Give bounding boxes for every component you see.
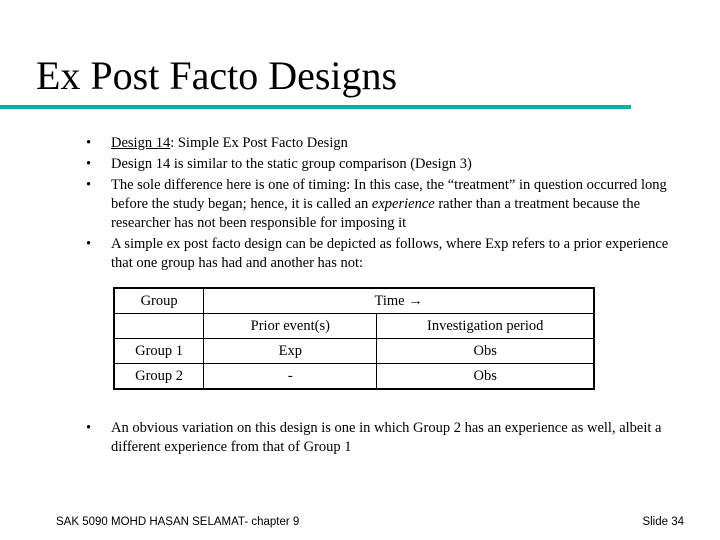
row-investigation: Obs (377, 339, 594, 364)
bullet-item (86, 235, 686, 273)
emphasis-text: experience (371, 196, 435, 212)
bullet-text: The sole difference here is one of timing: In this case, the “treatment” in question occurred long before the study began; hence, it is called an (111, 177, 667, 212)
subheader-prior: Prior event(s) (204, 314, 377, 339)
design-table (113, 287, 595, 390)
row-prior: - (204, 364, 377, 390)
header-time: Time → (204, 288, 594, 314)
title-underline (0, 105, 631, 109)
bullet-glyph: • (86, 177, 92, 193)
bullet-list (86, 134, 686, 275)
table-header-row (114, 288, 594, 314)
bullet-item (86, 134, 686, 153)
design-label: Design 14 (111, 135, 171, 151)
bullet-glyph: • (86, 156, 92, 172)
bullet-text: Design 14 is similar to the static group comparison (Design 3) (111, 156, 472, 172)
table-subheader-row (114, 314, 594, 339)
slide-title: Ex Post Facto Designs (36, 53, 398, 98)
footer-slide-number: Slide 34 (642, 516, 684, 528)
subheader-investigation: Investigation period (377, 314, 594, 339)
table-row (114, 339, 594, 364)
subheader-blank (114, 314, 204, 339)
bullet-item (86, 176, 686, 233)
row-investigation: Obs (377, 364, 594, 390)
bullet-text: A simple ex post facto design can be depicted as follows, where Exp refers to a prior experience that one group has had and another has not: (111, 236, 669, 271)
bullet-list-after (86, 419, 686, 459)
header-group: Group (114, 288, 204, 314)
bullet-glyph: • (86, 135, 92, 151)
footer-course: SAK 5090 MOHD HASAN SELAMAT- chapter 9 (56, 516, 300, 528)
bullet-text: An obvious variation on this design is one in which Group 2 has an experience as well, albeit a different experience from that of Group 1 (111, 420, 662, 455)
bullet-item (86, 155, 686, 174)
row-group: Group 1 (114, 339, 204, 364)
bullet-glyph: • (86, 236, 92, 252)
row-group: Group 2 (114, 364, 204, 390)
row-prior: Exp (204, 339, 377, 364)
bullet-text: rather than a treatment because the researcher has not been responsible for imposing it (111, 196, 641, 231)
table-row (114, 364, 594, 390)
bullet-text: : Simple Ex Post Facto Design (170, 135, 348, 151)
bullet-glyph: • (86, 420, 92, 436)
bullet-item (86, 419, 686, 457)
